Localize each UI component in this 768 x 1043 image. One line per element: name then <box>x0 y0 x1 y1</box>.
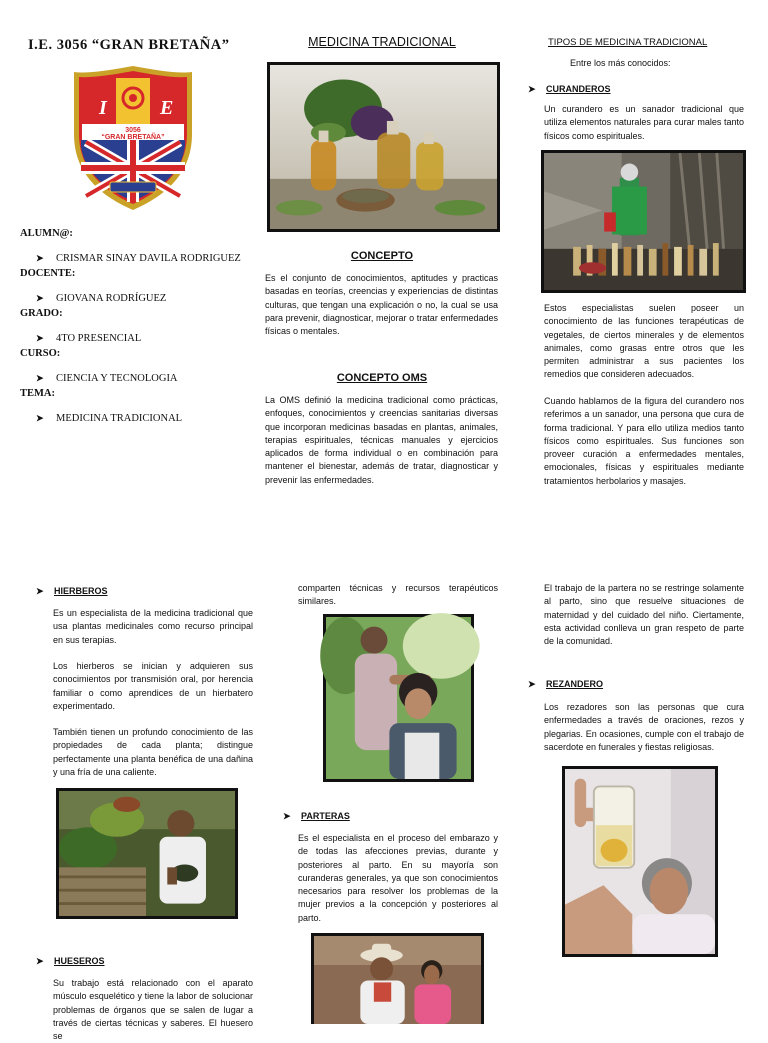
hierberos-p3: También tienen un profundo conocimiento de las propiedades de cada planta; distingue perfectamente una planta benéfica de una dañina y una fría de una caliente. <box>53 727 253 777</box>
arrow-bullet-icon: ➤ <box>528 679 536 689</box>
hierbero-photo <box>56 788 238 919</box>
arrow-bullet-icon: ➤ <box>36 956 44 966</box>
curanderos-heading <box>528 79 728 97</box>
hierberos-title: HIERBEROS <box>54 586 108 596</box>
crest-number: 3056 <box>125 127 141 134</box>
info-label-grado: GRADO: <box>20 308 63 319</box>
rezandero-photo <box>562 766 718 957</box>
types-title: TIPOS DE MEDICINA TRADICIONAL <box>548 37 708 48</box>
hierberos-p2: Los hierberos se inician y adquieren sus conocimientos por transmisión oral, por herencia familiar o como aprendices de un hierbatero experimentado. <box>53 661 253 711</box>
concepto-oms-title: CONCEPTO OMS <box>336 372 428 384</box>
hierberos-p1: Es un especialista de la medicina tradicional que usa plantas medicinales como recurso principal en sus terapias. <box>53 608 253 645</box>
info-value-grado: 4TO PRESENCIAL <box>56 333 142 344</box>
info-row-docente <box>20 281 255 308</box>
info-label-tema: TEMA: <box>20 388 55 399</box>
concepto-title: CONCEPTO <box>350 250 414 262</box>
arrow-bullet-icon: ➤ <box>528 84 536 94</box>
partera-p2: El trabajo de la partera no se restringe solamente al parto, sino que resuelve situaciones de maternidad y del cuidado del niño. Ciertamente, esta actividad conlleva un gran respeto de parte de la comunidad. <box>544 583 744 647</box>
parteras-title: PARTERAS <box>301 811 350 821</box>
arrow-bullet-icon: ➤ <box>36 293 44 303</box>
info-label-alumno: ALUMN@: <box>20 228 73 239</box>
student-info <box>20 228 255 428</box>
crest-letter-e: E <box>160 97 174 119</box>
curanderos-p1: Un curandero es un sanador tradicional que utiliza elementos naturales para curar males tanto físicos como espirituales. <box>544 104 744 141</box>
curanderos-p2: Estos especialistas suelen poseer un conocimiento de las funciones terapéuticas de vegetales, de ciertos minerales y de elementos animales, como grasas entre otros que les permiten administrar a sus pacientes los remedios que consideren adecuados. <box>544 303 744 380</box>
info-row-alumno <box>20 241 255 268</box>
arrow-bullet-icon: ➤ <box>36 253 44 263</box>
school-crest <box>70 64 196 212</box>
info-label-docente: DOCENTE: <box>20 268 76 279</box>
info-value-curso: CIENCIA Y TECNOLOGIA <box>56 373 178 384</box>
parteras-heading <box>283 806 503 824</box>
hueseros-heading <box>36 951 256 969</box>
info-label-curso: CURSO: <box>20 348 61 359</box>
hueseros-p1: Su trabajo está relacionado con el aparato músculo esquelético y tiene la labor de solucionar problemas de órganos que se salen de lugar a través de ciertas técnicas y saberes. El huesero se <box>53 978 253 1042</box>
arrow-bullet-icon: ➤ <box>36 373 44 383</box>
parteras-p1: Es el especialista en el proceso del embarazo y de todas las afecciones previas, durante y posteriores al parto. En su mayoría son curanderas generales, ya que son conocimientos necesarios para resolver los problemas de la mujer previos a la concepción y posteriores al parto. <box>298 833 498 923</box>
rezandero-heading <box>528 674 728 692</box>
info-value-alumno: CRISMAR SINAY DAVILA RODRIGUEZ <box>56 253 241 264</box>
hueseros-cont: comparten técnicas y recursos terapéuticos similares. <box>298 583 498 607</box>
types-intro: Entre los más conocidos: <box>570 58 671 68</box>
huesero-photo <box>323 614 474 782</box>
info-row-curso <box>20 361 255 388</box>
arrow-bullet-icon: ➤ <box>36 586 44 596</box>
hueseros-title: HUESEROS <box>54 956 105 966</box>
arrow-bullet-icon: ➤ <box>283 811 291 821</box>
curandero-photo <box>541 150 746 293</box>
partera-photo <box>311 933 484 1024</box>
herbs-oils-photo <box>267 62 500 232</box>
hierberos-heading <box>36 581 256 599</box>
info-value-docente: GIOVANA RODRÍGUEZ <box>56 293 167 304</box>
school-title: I.E. 3056 “GRAN BRETAÑA” <box>28 37 230 53</box>
info-row-tema <box>20 401 255 428</box>
crest-letter-i: I <box>99 97 107 119</box>
arrow-bullet-icon: ➤ <box>36 333 44 343</box>
arrow-bullet-icon: ➤ <box>36 413 44 423</box>
info-row-grado <box>20 321 255 348</box>
main-title: MEDICINA TRADICIONAL <box>308 35 456 49</box>
concepto-text: Es el conjunto de conocimientos, aptitudes y practicas basadas en teorías, creencias y experiencias de distintas culturas, que tengan una explicación o no, la cual se usa para prevenir, diagnosticar, mejorar o tratar enfermedades físicas o mentales. <box>265 273 498 337</box>
concepto-oms-text: La OMS definió la medicina tradicional como prácticas, enfoques, conocimientos y creencias sanitarias diversas que incorporan medicinas basadas en plantas, animales, terapias espirituales, técnicas manuales y ejercicios aplicados de forma individual o en combinación para mantener el bienestar, además de tratar, diagnosticar y prevenir las enfermedades. <box>265 395 498 485</box>
info-value-tema: MEDICINA TRADICIONAL <box>56 413 183 424</box>
rezandero-title: REZANDERO <box>546 679 604 689</box>
rezandero-p1: Los rezadores son las personas que cura enfermedades a través de oraciones, rezos y plegarias. En ocasiones, cumple con el trabajo de sacerdote en funerales y fiestas religiosas. <box>544 702 744 752</box>
curanderos-title: CURANDEROS <box>546 84 611 94</box>
crest-name: “GRAN BRETAÑA” <box>101 134 165 141</box>
curanderos-p3: Cuando hablamos de la figura del curandero nos referimos a un sanador, una persona que cura de forma tradicional. Y para ello utiliza medios tanto físicos como espirituales. Sus funciones son proveer curación a enfermedades mentales, emocionales, físicas y espirituales mediante tratamientos herbolarios y masajes. <box>544 396 744 486</box>
